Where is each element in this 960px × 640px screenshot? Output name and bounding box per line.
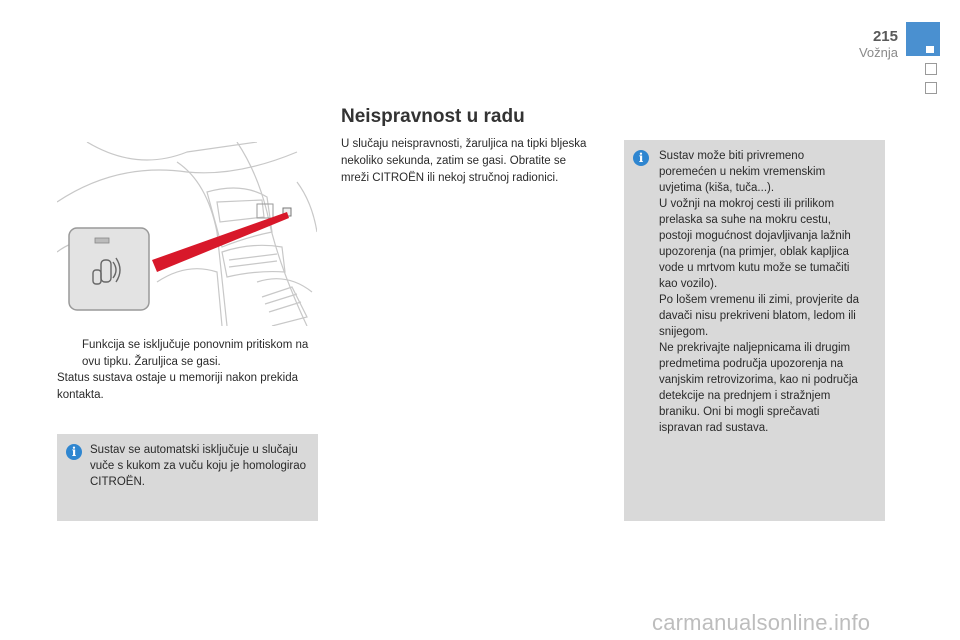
section-tab[interactable]: [925, 63, 937, 75]
note-line: detekcije na prednjem i stražnjem: [659, 390, 831, 402]
note-line: vode u mrtvom kutu može se tumačiti: [659, 262, 850, 274]
note-line: vanjskim retrovizorima, kao ni područja: [659, 374, 858, 386]
note-line: uvjetima (kiša, tuča...).: [659, 182, 775, 194]
tab-marker-icon: [926, 46, 934, 53]
note-line: braniku. Oni bi mogli sprečavati: [659, 406, 820, 418]
bullet-instruction: [57, 337, 322, 371]
note-text: [659, 148, 881, 436]
note-line: poremećen u nekim vremenskim: [659, 166, 826, 178]
watermark: carmanualsonline.info: [652, 610, 871, 635]
section-tab[interactable]: [925, 82, 937, 94]
section-heading: Neispravnost u radu: [341, 106, 525, 127]
note-line: predmetima područja upozorenja na: [659, 358, 844, 370]
section-tab-active[interactable]: [906, 22, 940, 56]
status-paragraph: Status sustava ostaje u memoriji nakon prekida kontakta.: [57, 372, 298, 401]
dashboard-button-illustration: [57, 142, 317, 326]
bullet-text: Funkcija se isključuje ponovnim pritiskom na ovu tipku. Žaruljica se gasi.: [82, 339, 309, 368]
info-note-weather: [624, 140, 885, 521]
info-note-towing: [57, 434, 318, 521]
info-icon: i: [633, 150, 649, 166]
note-line: prelaska sa suhe na mokru cestu,: [659, 214, 831, 226]
note-line: davači nisu prekriveni blatom, ledom ili: [659, 310, 856, 322]
note-line: kao vozilo).: [659, 278, 718, 290]
page-number: 215: [872, 28, 898, 45]
note-line: upozorenja (na primjer, oblak kapljica: [659, 246, 849, 258]
note-line: postoji mogućnost dojavljivanja lažnih: [659, 230, 851, 242]
section-title: Vožnja: [858, 45, 898, 60]
note-text: Sustav se automatski isključuje u slučaju vuče s kukom za vuču koju je homologirao CITROËN.: [90, 444, 307, 488]
note-line: Sustav može biti privremeno: [659, 150, 805, 162]
dashboard-illustration-svg: [57, 142, 317, 326]
note-line: Ne prekrivajte naljepnicama ili drugim: [659, 342, 851, 354]
note-line: snijegom.: [659, 326, 709, 338]
malfunction-paragraph: U slučaju neispravnosti, žaruljica na tipki bljeska nekoliko sekunda, zatim se gasi. Obratite se mreži CITROËN ili nekoj stručnoj radionici.: [341, 138, 587, 184]
info-icon: i: [66, 444, 82, 460]
note-line: ispravan rad sustava.: [659, 422, 769, 434]
note-line: U vožnji na mokroj cesti ili prilikom: [659, 198, 835, 210]
note-line: Po lošem vremenu ili zimi, provjerite da: [659, 294, 860, 306]
